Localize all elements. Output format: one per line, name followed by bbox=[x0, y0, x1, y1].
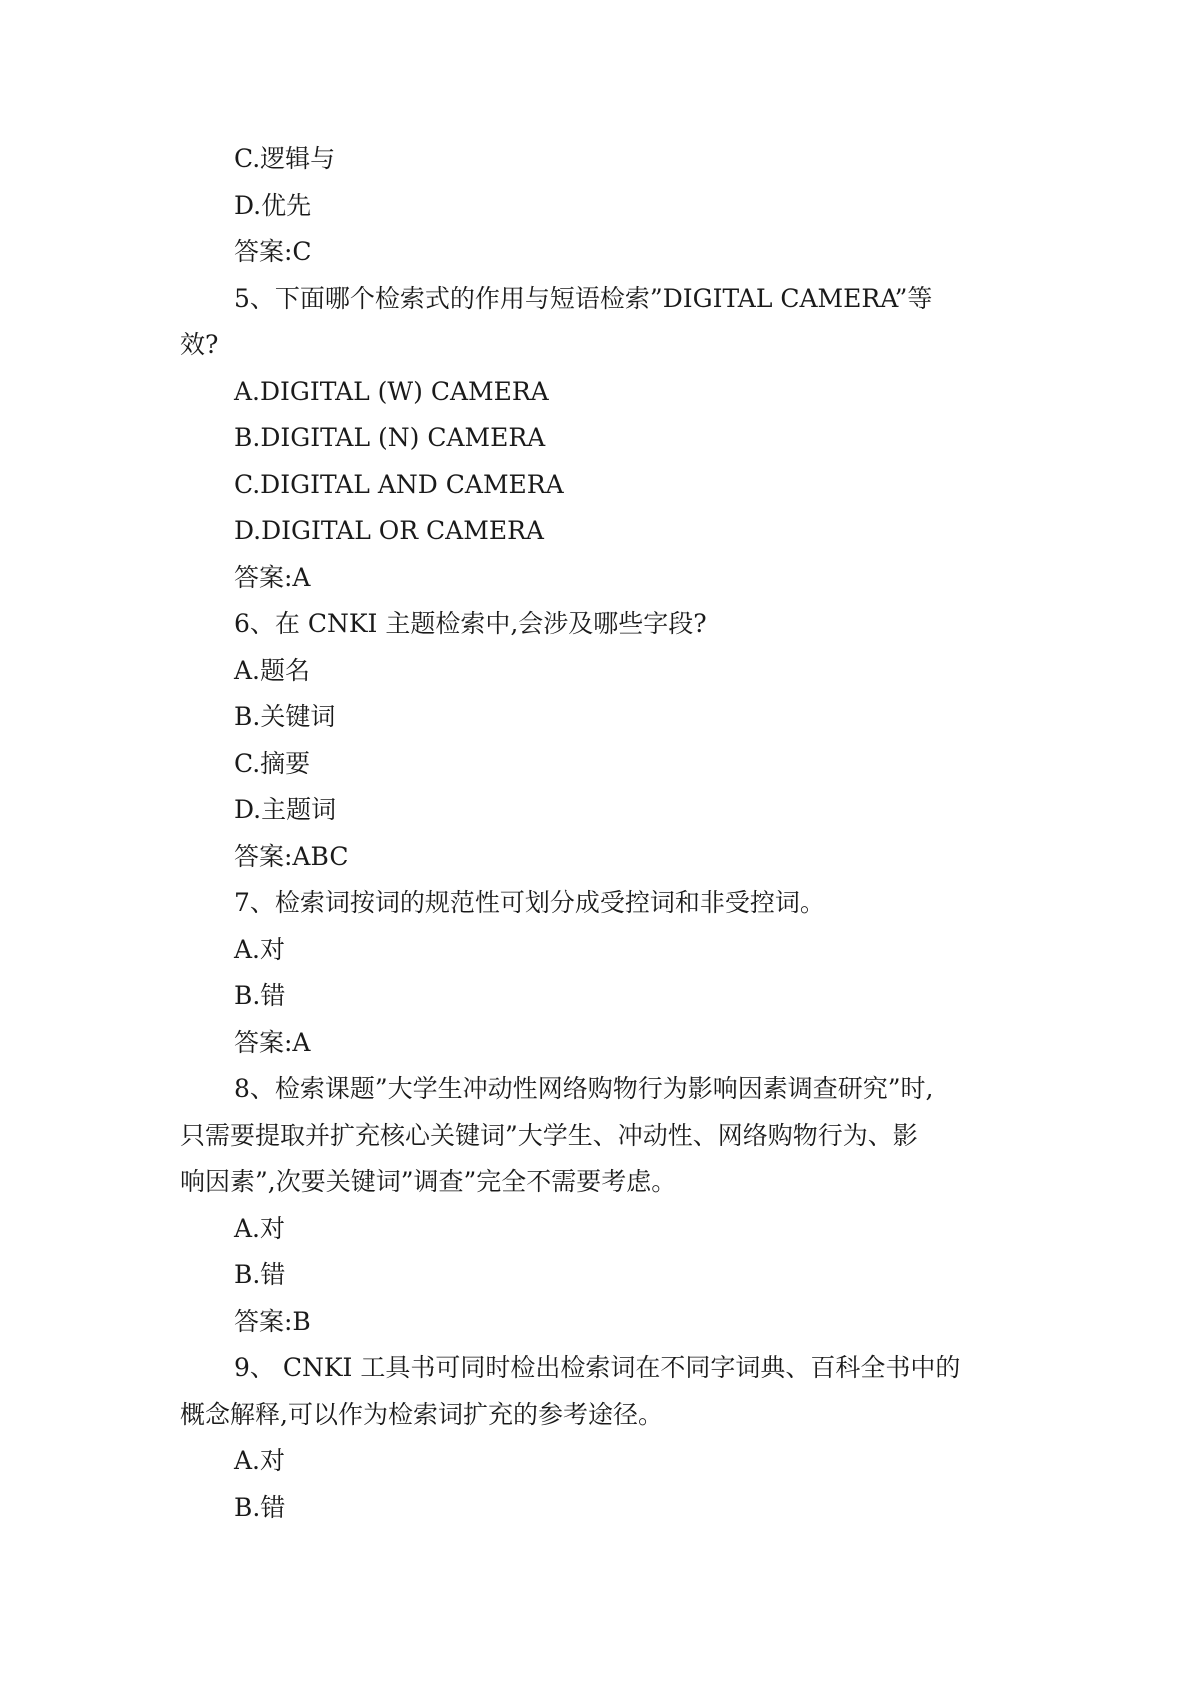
text-line: 答案:C bbox=[234, 237, 312, 266]
text-line: 只需要提取并扩充核心关键词”大学生、冲动性、网络购物行为、影 bbox=[180, 1120, 918, 1150]
text-line: 9、 CNKI 工具书可同时检出检索词在不同字词典、百科全书中的 bbox=[234, 1353, 961, 1382]
text-line: A.对 bbox=[234, 1213, 286, 1243]
text-line: 响因素”,次要关键词”调查”完全不需要考虑。 bbox=[180, 1167, 677, 1196]
text-line: B.DIGITAL (N) CAMERA bbox=[234, 423, 546, 452]
text-line: 答案:B bbox=[234, 1306, 311, 1336]
text-line: 8、检索课题”大学生冲动性网络购物行为影响因素调查研究”时, bbox=[234, 1074, 934, 1103]
text-line: 效? bbox=[180, 330, 219, 359]
document-body bbox=[180, 136, 1020, 1531]
text-line: B.关键词 bbox=[234, 702, 336, 731]
text-line: B.错 bbox=[234, 981, 286, 1010]
text-line: 7、检索词按词的规范性可划分成受控词和非受控词。 bbox=[234, 888, 825, 917]
text-line: B.错 bbox=[234, 1260, 286, 1289]
text-line: C.摘要 bbox=[234, 748, 311, 778]
text-line: A.对 bbox=[234, 934, 286, 964]
text-line: 答案:ABC bbox=[234, 841, 349, 871]
text-line: A.DIGITAL (W) CAMERA bbox=[234, 376, 549, 406]
text-line: 答案:A bbox=[234, 1027, 311, 1057]
text-line: D.优先 bbox=[234, 190, 312, 220]
text-line: 6、在 CNKI 主题检索中,会涉及哪些字段? bbox=[234, 609, 707, 638]
text-line: D.主题词 bbox=[234, 795, 337, 824]
text-line: C.DIGITAL AND CAMERA bbox=[234, 469, 564, 499]
text-line: D.DIGITAL OR CAMERA bbox=[234, 516, 544, 545]
text-line: A.对 bbox=[234, 1446, 286, 1475]
text-line: B.错 bbox=[234, 1492, 286, 1522]
text-line: 概念解释,可以作为检索词扩充的参考途径。 bbox=[180, 1399, 663, 1429]
text-line: 5、下面哪个检索式的作用与短语检索”DIGITAL CAMERA”等 bbox=[234, 283, 933, 313]
text-line: 答案:A bbox=[234, 562, 311, 592]
text-line: A.题名 bbox=[234, 655, 311, 685]
text-line: C.逻辑与 bbox=[234, 144, 336, 173]
